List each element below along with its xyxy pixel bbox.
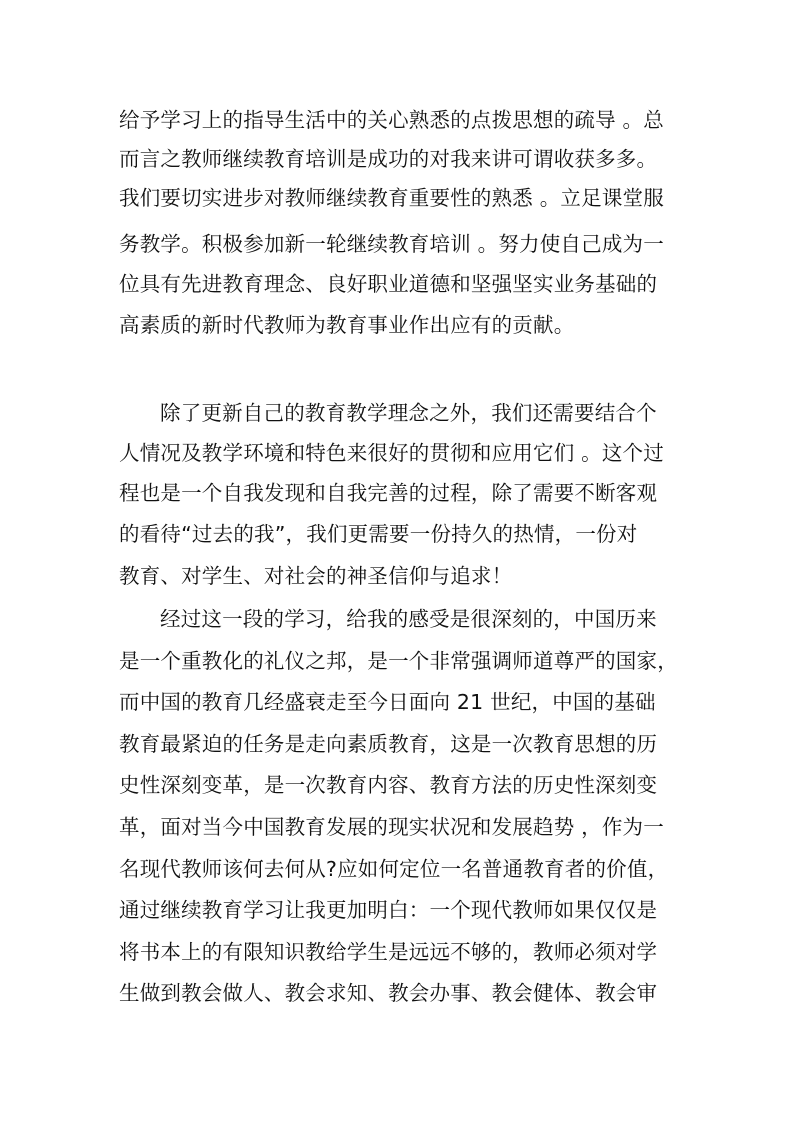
paragraph-2-line-3: 程也是一个自我发现和自我完善的过程，除了需要不断客观 (119, 481, 658, 505)
paragraph-1-line-4: 务教学。积极参加新一轮继续教育培训 。努力使自己成为一 (119, 232, 664, 256)
paragraph-1-line-2: 而言之教师继续教育培训是成功的对我来讲可谓收获多多。 (119, 147, 658, 171)
paragraph-3-line-3: 而中国的教育几经盛衰走至今日面向 21 世纪，中国的基础 (119, 690, 656, 714)
paragraph-3-line-10: 生做到教会做人、教会求知、教会办事、教会健体、教会审 (119, 981, 658, 1005)
paragraph-3-line-5: 史性深刻变革，是一次教育内容、教育方法的历史性深刻变 (119, 773, 658, 797)
paragraph-2-line-4: 的看待“过去的我”，我们更需要一份持久的热情，一份对 (119, 522, 638, 546)
paragraph-3-line-2: 是一个重教化的礼仪之邦，是一个非常强调师道尊严的国家， (119, 649, 678, 673)
paragraph-3-line-6: 革，面对当今中国教育发展的现实状况和发展趋势 ，作为一 (119, 815, 664, 839)
paragraph-3-line-4: 教育最紧迫的任务是走向素质教育，这是一次教育思想的历 (119, 732, 658, 756)
paragraph-3-line-8: 通过继续教育学习让我更加明白：一个现代教师如果仅仅是 (119, 898, 658, 922)
paragraph-2-line-5: 教育、对学生、对社会的神圣信仰与追求！ (119, 564, 513, 588)
paragraph-1-line-5: 位具有先进教育理念、良好职业道德和坚强坚实业务基础的 (119, 272, 658, 296)
paragraph-2-line-2: 人情况及教学环境和特色来很好的贯彻和应用它们 。这个过 (119, 441, 664, 465)
paragraph-3-line-7: 名现代教师该何去何从?应如何定位一名普通教育者的价值， (119, 857, 669, 881)
paragraph-3-line-9: 将书本上的有限知识教给学生是远远不够的，教师必须对学 (119, 940, 658, 964)
paragraph-1-line-6: 高素质的新时代教师为教育事业作出应有的贡献。 (119, 313, 575, 337)
paragraph-1-line-3: 我们要切实进步对教师继续教育重要性的熟悉 。立足课堂服 (119, 186, 664, 210)
paragraph-2-line-1: 除了更新自己的教育教学理念之外，我们还需要结合个 (160, 401, 657, 425)
paragraph-3-line-1: 经过这一段的学习，给我的感受是很深刻的，中国历来 (160, 607, 657, 631)
paragraph-1-line-1: 给予学习上的指导生活中的关心熟悉的点拨思想的疏导 。总 (119, 108, 664, 132)
